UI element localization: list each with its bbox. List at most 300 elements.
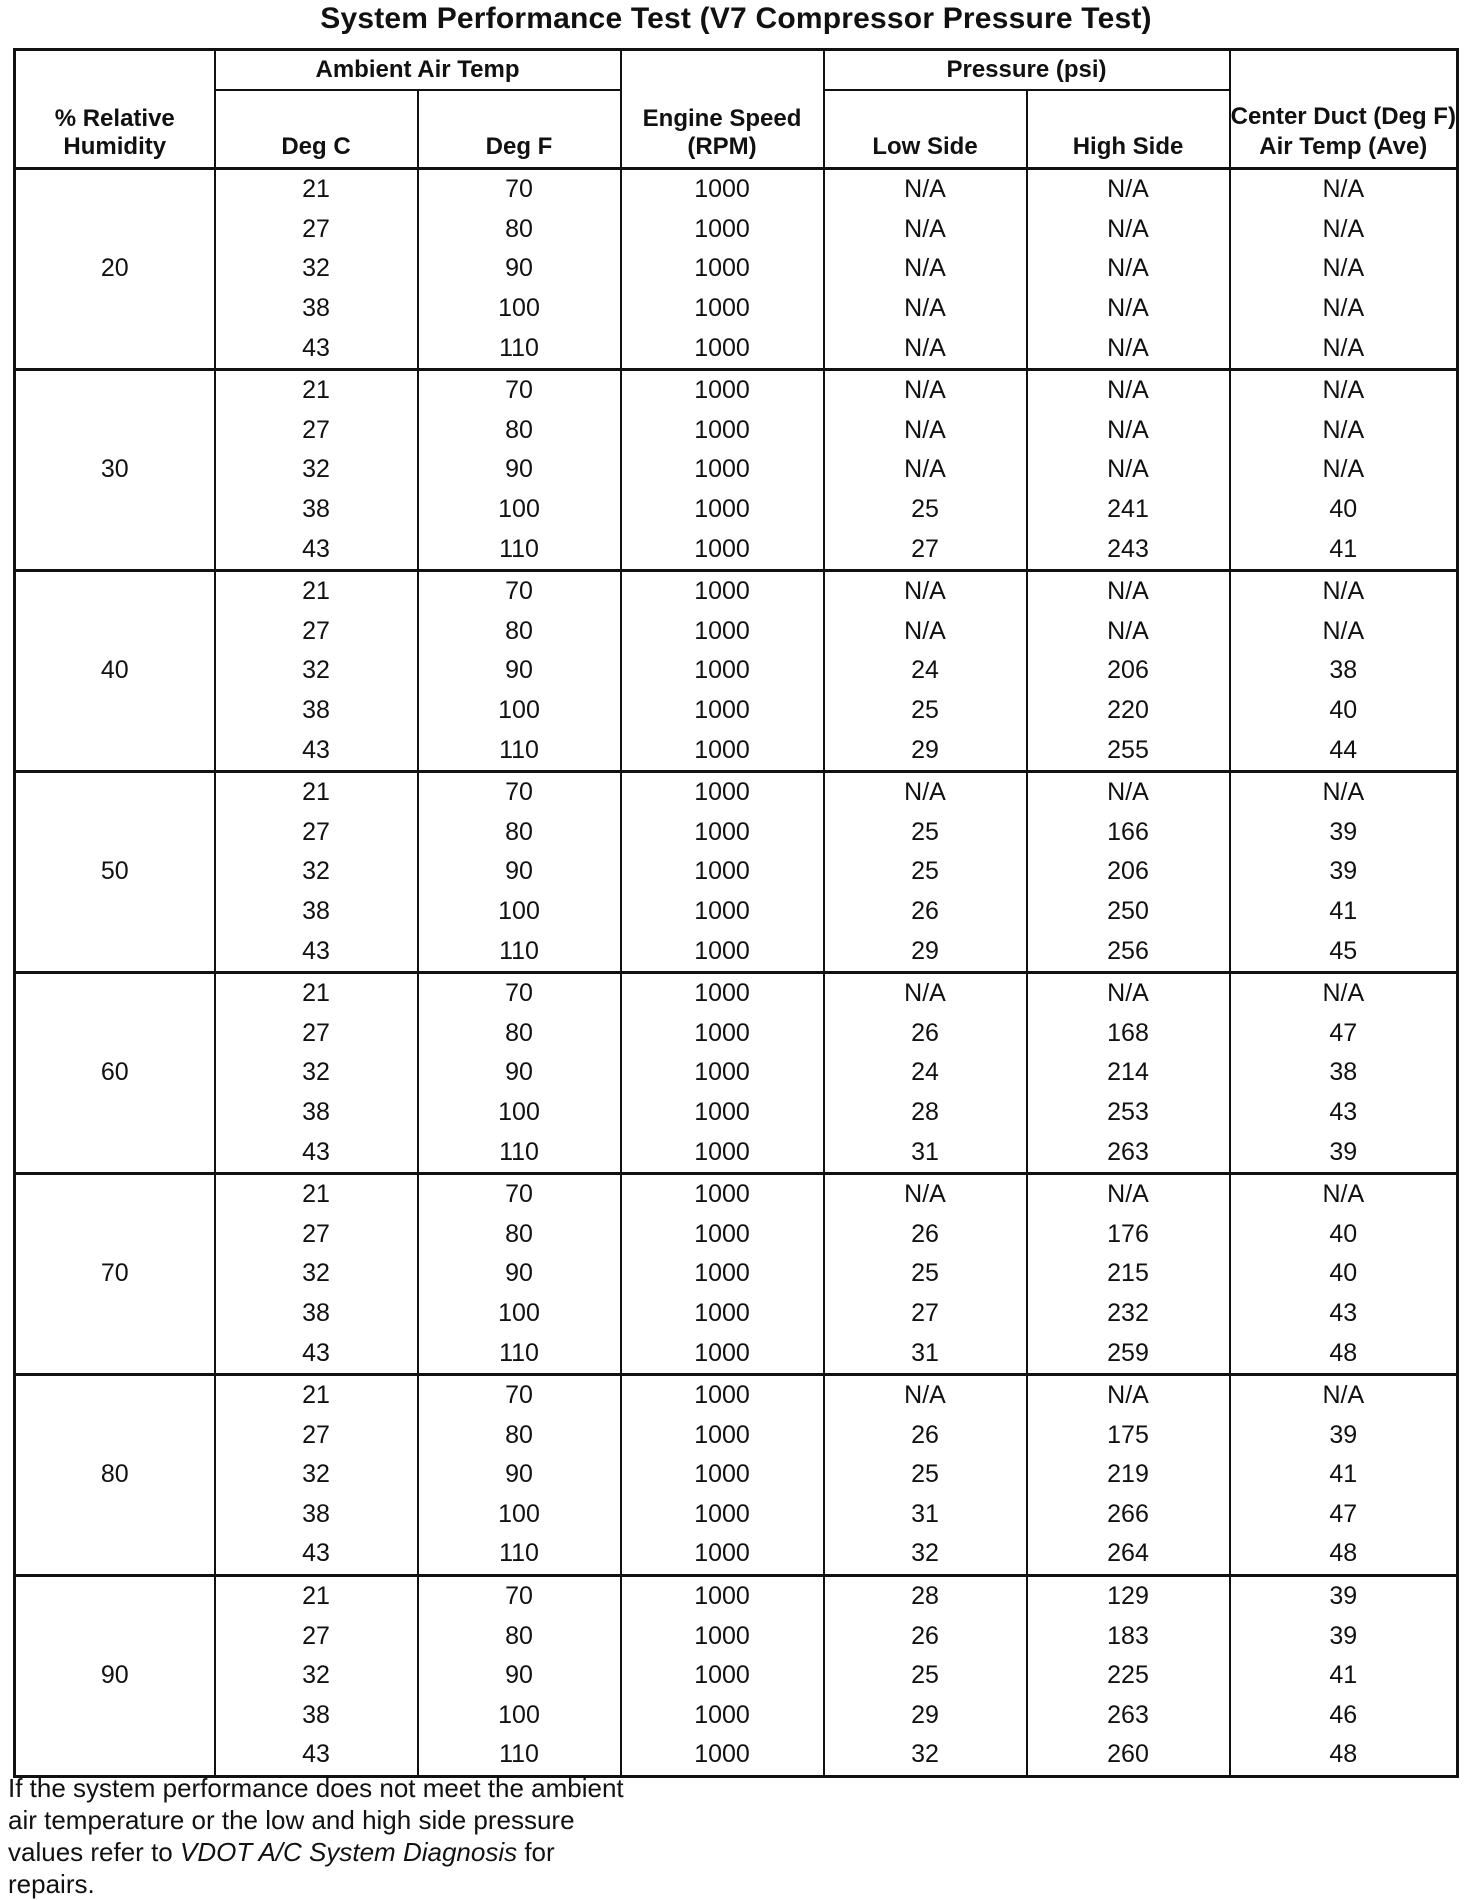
table-row xyxy=(15,892,1458,932)
air-temp-cell: 39 xyxy=(1230,813,1458,853)
performance-table xyxy=(13,48,1459,1778)
air-temp-cell: N/A xyxy=(1230,210,1458,250)
engine-speed-cell: 1000 xyxy=(621,813,824,853)
air-temp-cell: N/A xyxy=(1230,1173,1458,1214)
deg-f-cell: 90 xyxy=(418,651,621,691)
low-side-cell: 24 xyxy=(824,651,1027,691)
high-side-cell: 250 xyxy=(1027,892,1230,932)
deg-f-cell: 110 xyxy=(418,328,621,369)
table-row xyxy=(15,369,1458,410)
high-side-cell: 255 xyxy=(1027,730,1230,771)
deg-f-cell: 90 xyxy=(418,249,621,289)
deg-c-cell: 38 xyxy=(215,1093,418,1133)
deg-f-cell: 90 xyxy=(418,1254,621,1294)
air-temp-cell: 45 xyxy=(1230,931,1458,972)
table-row xyxy=(15,1053,1458,1093)
low-side-cell: N/A xyxy=(824,1173,1027,1214)
air-temp-cell: 43 xyxy=(1230,1093,1458,1133)
low-side-cell: N/A xyxy=(824,771,1027,812)
deg-c-cell: 32 xyxy=(215,852,418,892)
engine-speed-cell: 1000 xyxy=(621,972,824,1013)
low-side-cell: N/A xyxy=(824,249,1027,289)
air-temp-cell: N/A xyxy=(1230,972,1458,1013)
engine-speed-cell: 1000 xyxy=(621,369,824,410)
low-side-cell: 25 xyxy=(824,813,1027,853)
high-side-cell: 214 xyxy=(1027,1053,1230,1093)
deg-c-cell: 32 xyxy=(215,651,418,691)
table-row xyxy=(15,691,1458,731)
deg-c-cell: 21 xyxy=(215,972,418,1013)
high-side-cell: 219 xyxy=(1027,1455,1230,1495)
air-temp-cell: 47 xyxy=(1230,1495,1458,1535)
humidity-cell: 30 xyxy=(15,369,215,570)
low-side-cell: 32 xyxy=(824,1534,1027,1575)
table-row xyxy=(15,411,1458,451)
table-row xyxy=(15,852,1458,892)
air-temp-cell: 39 xyxy=(1230,1575,1458,1616)
engine-speed-cell: 1000 xyxy=(621,1214,824,1254)
header-air-temp-label: Air Temp (Ave) xyxy=(1259,133,1428,160)
high-side-cell: 220 xyxy=(1027,691,1230,731)
table-row xyxy=(15,1132,1458,1173)
humidity-cell: 70 xyxy=(15,1173,215,1374)
deg-f-cell: 80 xyxy=(418,1013,621,1053)
engine-speed-cell: 1000 xyxy=(621,570,824,611)
air-temp-cell: 39 xyxy=(1230,1132,1458,1173)
high-side-cell: 225 xyxy=(1027,1656,1230,1696)
deg-c-cell: 43 xyxy=(215,730,418,771)
deg-c-cell: 38 xyxy=(215,1294,418,1334)
air-temp-cell: 38 xyxy=(1230,1053,1458,1093)
engine-speed-cell: 1000 xyxy=(621,1534,824,1575)
high-side-cell: 215 xyxy=(1027,1254,1230,1294)
humidity-cell: 60 xyxy=(15,972,215,1173)
table-row xyxy=(15,529,1458,570)
deg-f-cell: 110 xyxy=(418,1735,621,1776)
engine-speed-cell: 1000 xyxy=(621,1495,824,1535)
engine-speed-cell: 1000 xyxy=(621,289,824,329)
engine-speed-cell: 1000 xyxy=(621,1254,824,1294)
deg-c-cell: 21 xyxy=(215,1575,418,1616)
table-row xyxy=(15,570,1458,611)
header-deg-c: Deg C xyxy=(215,90,418,169)
deg-c-cell: 38 xyxy=(215,490,418,530)
deg-f-cell: 80 xyxy=(418,1616,621,1656)
low-side-cell: N/A xyxy=(824,450,1027,490)
low-side-cell: 26 xyxy=(824,892,1027,932)
air-temp-cell: 41 xyxy=(1230,1656,1458,1696)
deg-f-cell: 80 xyxy=(418,612,621,652)
air-temp-cell: 48 xyxy=(1230,1333,1458,1374)
low-side-cell: 29 xyxy=(824,931,1027,972)
engine-speed-cell: 1000 xyxy=(621,328,824,369)
air-temp-cell: N/A xyxy=(1230,249,1458,289)
high-side-cell: 176 xyxy=(1027,1214,1230,1254)
low-side-cell: 25 xyxy=(824,1455,1027,1495)
humidity-cell: 80 xyxy=(15,1374,215,1575)
deg-f-cell: 70 xyxy=(418,1575,621,1616)
table-row xyxy=(15,490,1458,530)
deg-c-cell: 32 xyxy=(215,1455,418,1495)
engine-speed-cell: 1000 xyxy=(621,651,824,691)
deg-f-cell: 90 xyxy=(418,852,621,892)
deg-f-cell: 70 xyxy=(418,972,621,1013)
high-side-cell: 129 xyxy=(1027,1575,1230,1616)
high-side-cell: 253 xyxy=(1027,1093,1230,1133)
deg-f-cell: 70 xyxy=(418,771,621,812)
deg-f-cell: 110 xyxy=(418,931,621,972)
high-side-cell: N/A xyxy=(1027,210,1230,250)
deg-f-cell: 80 xyxy=(418,1214,621,1254)
low-side-cell: 27 xyxy=(824,1294,1027,1334)
footnote-reference: VDOT A/C System Diagnosis xyxy=(179,1837,518,1867)
deg-f-cell: 70 xyxy=(418,369,621,410)
low-side-cell: N/A xyxy=(824,289,1027,329)
header-deg-f: Deg F xyxy=(418,90,621,169)
high-side-cell: N/A xyxy=(1027,612,1230,652)
footnote-text-end: for repairs. xyxy=(8,1837,555,1899)
deg-c-cell: 21 xyxy=(215,1374,418,1415)
deg-c-cell: 43 xyxy=(215,328,418,369)
air-temp-cell: 43 xyxy=(1230,1294,1458,1334)
high-side-cell: N/A xyxy=(1027,1173,1230,1214)
engine-speed-cell: 1000 xyxy=(621,1735,824,1776)
humidity-cell: 40 xyxy=(15,570,215,771)
low-side-cell: N/A xyxy=(824,328,1027,369)
header-engine-speed: Engine Speed (RPM) xyxy=(621,50,824,169)
header-center-duct-label: Center Duct (Deg F) xyxy=(1230,103,1456,130)
engine-speed-cell: 1000 xyxy=(621,1013,824,1053)
deg-f-cell: 100 xyxy=(418,1696,621,1736)
footnote-text: If the system performance does not meet the ambient air temperature or the low and high side pressure values refer to xyxy=(8,1773,624,1867)
high-side-cell: N/A xyxy=(1027,450,1230,490)
high-side-cell: 259 xyxy=(1027,1333,1230,1374)
high-side-cell: 256 xyxy=(1027,931,1230,972)
engine-speed-cell: 1000 xyxy=(621,1333,824,1374)
low-side-cell: 25 xyxy=(824,852,1027,892)
low-side-cell: 26 xyxy=(824,1013,1027,1053)
engine-speed-cell: 1000 xyxy=(621,1696,824,1736)
low-side-cell: 29 xyxy=(824,730,1027,771)
engine-speed-cell: 1000 xyxy=(621,691,824,731)
deg-c-cell: 38 xyxy=(215,1495,418,1535)
table-row xyxy=(15,651,1458,691)
low-side-cell: 28 xyxy=(824,1093,1027,1133)
table-row xyxy=(15,289,1458,329)
high-side-cell: 175 xyxy=(1027,1415,1230,1455)
engine-speed-cell: 1000 xyxy=(621,1616,824,1656)
low-side-cell: N/A xyxy=(824,972,1027,1013)
low-side-cell: 25 xyxy=(824,490,1027,530)
high-side-cell: N/A xyxy=(1027,369,1230,410)
high-side-cell: N/A xyxy=(1027,411,1230,451)
high-side-cell: 168 xyxy=(1027,1013,1230,1053)
header-low-side: Low Side xyxy=(824,90,1027,169)
engine-speed-cell: 1000 xyxy=(621,210,824,250)
high-side-cell: 260 xyxy=(1027,1735,1230,1776)
low-side-cell: 26 xyxy=(824,1415,1027,1455)
low-side-cell: 26 xyxy=(824,1616,1027,1656)
engine-speed-cell: 1000 xyxy=(621,892,824,932)
air-temp-cell: N/A xyxy=(1230,169,1458,210)
air-temp-cell: N/A xyxy=(1230,1374,1458,1415)
deg-f-cell: 110 xyxy=(418,1132,621,1173)
high-side-cell: 183 xyxy=(1027,1616,1230,1656)
air-temp-cell: N/A xyxy=(1230,450,1458,490)
deg-c-cell: 21 xyxy=(215,369,418,410)
low-side-cell: N/A xyxy=(824,369,1027,410)
deg-f-cell: 80 xyxy=(418,210,621,250)
engine-speed-cell: 1000 xyxy=(621,1294,824,1334)
table-row xyxy=(15,813,1458,853)
table-row xyxy=(15,1616,1458,1656)
table-row xyxy=(15,730,1458,771)
deg-f-cell: 100 xyxy=(418,1495,621,1535)
page-title: System Performance Test (V7 Compressor Pressure Test) xyxy=(320,2,1152,35)
air-temp-cell: 39 xyxy=(1230,1616,1458,1656)
low-side-cell: 26 xyxy=(824,1214,1027,1254)
engine-speed-cell: 1000 xyxy=(621,1173,824,1214)
deg-c-cell: 38 xyxy=(215,289,418,329)
deg-f-cell: 100 xyxy=(418,1093,621,1133)
high-side-cell: N/A xyxy=(1027,771,1230,812)
deg-c-cell: 27 xyxy=(215,1616,418,1656)
engine-speed-cell: 1000 xyxy=(621,490,824,530)
humidity-cell: 90 xyxy=(15,1575,215,1776)
high-side-cell: 263 xyxy=(1027,1696,1230,1736)
air-temp-cell: N/A xyxy=(1230,612,1458,652)
deg-c-cell: 43 xyxy=(215,1132,418,1173)
deg-c-cell: 38 xyxy=(215,892,418,932)
low-side-cell: 31 xyxy=(824,1495,1027,1535)
deg-f-cell: 110 xyxy=(418,1333,621,1374)
deg-f-cell: 100 xyxy=(418,289,621,329)
deg-c-cell: 27 xyxy=(215,1013,418,1053)
deg-f-cell: 90 xyxy=(418,1656,621,1696)
engine-speed-cell: 1000 xyxy=(621,1656,824,1696)
air-temp-cell: N/A xyxy=(1230,411,1458,451)
high-side-cell: N/A xyxy=(1027,570,1230,611)
table-row xyxy=(15,249,1458,289)
low-side-cell: N/A xyxy=(824,612,1027,652)
low-side-cell: N/A xyxy=(824,411,1027,451)
table-row xyxy=(15,1093,1458,1133)
humidity-cell: 50 xyxy=(15,771,215,972)
deg-c-cell: 21 xyxy=(215,771,418,812)
engine-speed-cell: 1000 xyxy=(621,1374,824,1415)
high-side-cell: N/A xyxy=(1027,249,1230,289)
deg-f-cell: 80 xyxy=(418,411,621,451)
air-temp-cell: 47 xyxy=(1230,1013,1458,1053)
deg-f-cell: 90 xyxy=(418,1455,621,1495)
low-side-cell: N/A xyxy=(824,1374,1027,1415)
deg-c-cell: 43 xyxy=(215,1735,418,1776)
table-row xyxy=(15,1013,1458,1053)
engine-speed-cell: 1000 xyxy=(621,1575,824,1616)
deg-f-cell: 110 xyxy=(418,1534,621,1575)
low-side-cell: 27 xyxy=(824,529,1027,570)
high-side-cell: N/A xyxy=(1027,289,1230,329)
deg-c-cell: 32 xyxy=(215,249,418,289)
engine-speed-cell: 1000 xyxy=(621,411,824,451)
deg-c-cell: 27 xyxy=(215,612,418,652)
air-temp-cell: N/A xyxy=(1230,289,1458,329)
low-side-cell: N/A xyxy=(824,210,1027,250)
engine-speed-cell: 1000 xyxy=(621,852,824,892)
deg-f-cell: 70 xyxy=(418,169,621,210)
table-row xyxy=(15,1415,1458,1455)
low-side-cell: 24 xyxy=(824,1053,1027,1093)
air-temp-cell: 46 xyxy=(1230,1696,1458,1736)
deg-c-cell: 32 xyxy=(215,450,418,490)
deg-f-cell: 90 xyxy=(418,450,621,490)
deg-f-cell: 90 xyxy=(418,1053,621,1093)
engine-speed-cell: 1000 xyxy=(621,1415,824,1455)
deg-c-cell: 27 xyxy=(215,813,418,853)
deg-f-cell: 70 xyxy=(418,1374,621,1415)
high-side-cell: N/A xyxy=(1027,169,1230,210)
table-row xyxy=(15,1495,1458,1535)
table-row xyxy=(15,1214,1458,1254)
engine-speed-cell: 1000 xyxy=(621,1132,824,1173)
deg-c-cell: 43 xyxy=(215,529,418,570)
air-temp-cell: 40 xyxy=(1230,1254,1458,1294)
header-high-side: High Side xyxy=(1027,90,1230,169)
low-side-cell: N/A xyxy=(824,570,1027,611)
header-center-duct xyxy=(1230,50,1458,169)
table-row xyxy=(15,1696,1458,1736)
air-temp-cell: 41 xyxy=(1230,529,1458,570)
table-row xyxy=(15,612,1458,652)
engine-speed-cell: 1000 xyxy=(621,450,824,490)
table-row xyxy=(15,1173,1458,1214)
deg-c-cell: 21 xyxy=(215,570,418,611)
low-side-cell: 29 xyxy=(824,1696,1027,1736)
air-temp-cell: 40 xyxy=(1230,490,1458,530)
air-temp-cell: 39 xyxy=(1230,852,1458,892)
table-row xyxy=(15,931,1458,972)
high-side-cell: 166 xyxy=(1027,813,1230,853)
deg-c-cell: 32 xyxy=(215,1656,418,1696)
deg-c-cell: 38 xyxy=(215,1696,418,1736)
deg-c-cell: 27 xyxy=(215,1415,418,1455)
low-side-cell: N/A xyxy=(824,169,1027,210)
engine-speed-cell: 1000 xyxy=(621,771,824,812)
table-row xyxy=(15,1254,1458,1294)
deg-c-cell: 27 xyxy=(215,210,418,250)
engine-speed-cell: 1000 xyxy=(621,1093,824,1133)
table-row xyxy=(15,169,1458,210)
air-temp-cell: N/A xyxy=(1230,771,1458,812)
air-temp-cell: 38 xyxy=(1230,651,1458,691)
table-row xyxy=(15,1534,1458,1575)
deg-f-cell: 70 xyxy=(418,570,621,611)
deg-f-cell: 70 xyxy=(418,1173,621,1214)
high-side-cell: 206 xyxy=(1027,852,1230,892)
air-temp-cell: 44 xyxy=(1230,730,1458,771)
high-side-cell: 206 xyxy=(1027,651,1230,691)
table-row xyxy=(15,450,1458,490)
deg-c-cell: 32 xyxy=(215,1254,418,1294)
table-row xyxy=(15,1455,1458,1495)
engine-speed-cell: 1000 xyxy=(621,730,824,771)
air-temp-cell: N/A xyxy=(1230,328,1458,369)
engine-speed-cell: 1000 xyxy=(621,612,824,652)
deg-c-cell: 32 xyxy=(215,1053,418,1093)
air-temp-cell: 40 xyxy=(1230,691,1458,731)
engine-speed-cell: 1000 xyxy=(621,529,824,570)
table-body xyxy=(15,169,1458,1777)
header-pressure: Pressure (psi) xyxy=(824,50,1230,91)
deg-f-cell: 110 xyxy=(418,529,621,570)
table-row xyxy=(15,1735,1458,1776)
deg-c-cell: 43 xyxy=(215,1333,418,1374)
air-temp-cell: 40 xyxy=(1230,1214,1458,1254)
table-row xyxy=(15,1656,1458,1696)
table-row xyxy=(15,1333,1458,1374)
engine-speed-cell: 1000 xyxy=(621,1455,824,1495)
engine-speed-cell: 1000 xyxy=(621,249,824,289)
table-row xyxy=(15,328,1458,369)
table-row xyxy=(15,1575,1458,1616)
air-temp-cell: 48 xyxy=(1230,1534,1458,1575)
table-row xyxy=(15,1374,1458,1415)
deg-f-cell: 100 xyxy=(418,892,621,932)
high-side-cell: 266 xyxy=(1027,1495,1230,1535)
air-temp-cell: 39 xyxy=(1230,1415,1458,1455)
header-humidity: % Relative Humidity xyxy=(15,50,215,169)
humidity-cell: 20 xyxy=(15,169,215,370)
deg-c-cell: 43 xyxy=(215,1534,418,1575)
low-side-cell: 28 xyxy=(824,1575,1027,1616)
deg-c-cell: 43 xyxy=(215,931,418,972)
deg-f-cell: 100 xyxy=(418,490,621,530)
low-side-cell: 25 xyxy=(824,1656,1027,1696)
high-side-cell: 232 xyxy=(1027,1294,1230,1334)
air-temp-cell: 41 xyxy=(1230,1455,1458,1495)
deg-f-cell: 80 xyxy=(418,813,621,853)
deg-c-cell: 38 xyxy=(215,691,418,731)
high-side-cell: 241 xyxy=(1027,490,1230,530)
air-temp-cell: 41 xyxy=(1230,892,1458,932)
high-side-cell: 263 xyxy=(1027,1132,1230,1173)
high-side-cell: N/A xyxy=(1027,1374,1230,1415)
air-temp-cell: 48 xyxy=(1230,1735,1458,1776)
air-temp-cell: N/A xyxy=(1230,369,1458,410)
table-row xyxy=(15,1294,1458,1334)
table-row xyxy=(15,771,1458,812)
deg-f-cell: 80 xyxy=(418,1415,621,1455)
high-side-cell: N/A xyxy=(1027,328,1230,369)
low-side-cell: 32 xyxy=(824,1735,1027,1776)
deg-c-cell: 21 xyxy=(215,1173,418,1214)
high-side-cell: 243 xyxy=(1027,529,1230,570)
low-side-cell: 25 xyxy=(824,1254,1027,1294)
deg-c-cell: 21 xyxy=(215,169,418,210)
engine-speed-cell: 1000 xyxy=(621,169,824,210)
footnote xyxy=(8,1772,648,1900)
deg-c-cell: 27 xyxy=(215,411,418,451)
low-side-cell: 25 xyxy=(824,691,1027,731)
high-side-cell: 264 xyxy=(1027,1534,1230,1575)
low-side-cell: 31 xyxy=(824,1132,1027,1173)
header-ambient-air-temp: Ambient Air Temp xyxy=(215,50,621,91)
deg-c-cell: 27 xyxy=(215,1214,418,1254)
engine-speed-cell: 1000 xyxy=(621,1053,824,1093)
deg-f-cell: 100 xyxy=(418,691,621,731)
low-side-cell: 31 xyxy=(824,1333,1027,1374)
air-temp-cell: N/A xyxy=(1230,570,1458,611)
